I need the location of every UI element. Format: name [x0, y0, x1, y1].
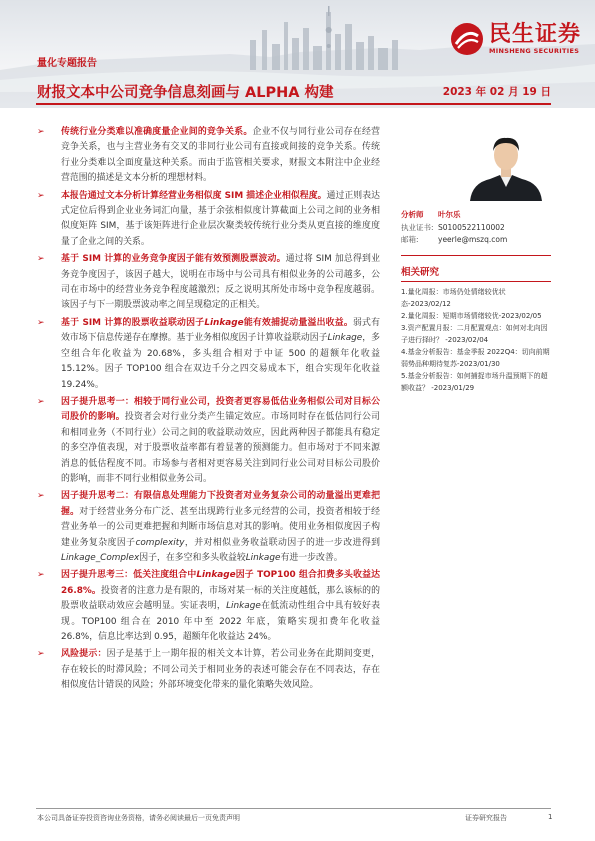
point-body: 弱式有效市场下信息传递存在摩擦。基于业务相似度因子计算收益联动因子: [61, 317, 381, 344]
point-body-italic: complexity: [135, 537, 185, 548]
point-body: 有进一步改善。: [280, 552, 343, 563]
summary-point: [37, 316, 380, 393]
page-number: 1: [548, 813, 553, 821]
point-body: 因子，在多空和多头收益较: [139, 552, 246, 563]
point-body: 对于经营业务分布广泛、甚至出现跨行业多元经营的公司，投资者相较于经营业务单一的公司更难把握和判断市场信息对其的影响。使用业务相似度因子构建业务复杂度因子: [61, 506, 381, 548]
analyst-info: [401, 209, 551, 247]
related-research-heading: 相关研究: [401, 266, 440, 278]
report-date: 2023 年 02 月 19 日: [442, 86, 551, 98]
footer-divider: [36, 808, 551, 809]
summary-point: [37, 395, 380, 487]
analyst-label: 分析师: [401, 210, 424, 219]
sidebar-divider: [401, 255, 551, 256]
summary-point: [37, 252, 380, 314]
related-item[interactable]: 4.基金分析报告：基金季报 2022Q4：切向前期弱势品种期待复苏-2023/01/30: [401, 347, 550, 368]
related-item[interactable]: 2.量化周报：短期市场情绪较优-2023/02/05: [401, 311, 542, 320]
related-research-list: [401, 286, 551, 394]
summary-point: [37, 189, 380, 251]
related-item[interactable]: 1.量化周报：市场仍处情绪较优状态-2023/02/12: [401, 287, 506, 308]
cert-value: S0100522110002: [438, 222, 505, 232]
sidebar: [401, 133, 551, 394]
email-value[interactable]: yeerle@mszq.com: [438, 235, 508, 244]
cert-label: 执业证书:: [401, 222, 434, 232]
point-body: ，并对相似业务收益联动因子的进一步改进得到: [184, 537, 381, 548]
bullet-arrow-icon: ➢: [37, 254, 45, 265]
point-lead-italic: Linkage: [196, 570, 236, 581]
minsheng-logo-icon: [450, 22, 484, 56]
report-title: 财报文本中公司竞争信息刻画与 ALPHA 构建: [37, 85, 334, 101]
point-body: ，多空组合年化收益为 20.68%，多头组合相对于中证 500 的超额年化收益 15.12%。因子 TOP100 组合在双边千分之四交易成本下，组合实现年化收益 19.24%。: [61, 333, 381, 390]
summary-point: [37, 125, 380, 187]
summary-column: [37, 125, 380, 696]
point-lead: 基于 SIM 计算的业务竞争度因子能有效预测股票波动。: [61, 254, 286, 265]
summary-point: [37, 489, 380, 566]
point-body: 投资者会对行业分类产生锚定效应。市场同时存在低估同行公司和相同业务（不同行业）公司之间的收益联动效应，因此两种因子都能具有稳定的多空净值表现，对于股票收益率都有着显著的预测能力。但市场对于不同来源消息的低估程度不同。市场参与者相对更容易关注到同行业公司对目标公司股价的影响，而非不同行业相似业务公司。: [61, 412, 381, 484]
header-divider: [36, 103, 551, 105]
email-label: 邮箱:: [401, 235, 419, 244]
point-body-italic: Linkage: [245, 552, 281, 563]
point-body: 投资者的注意力是有限的，市场对某一标的关注度越低，那么该标的的股票收益联动效应会越明显。实证表明，: [61, 585, 380, 612]
analyst-name: 叶尔乐: [438, 210, 461, 219]
bullet-arrow-icon: ➢: [37, 190, 45, 201]
point-lead: 风险提示：: [61, 649, 107, 660]
summary-point: [37, 568, 380, 645]
bullet-arrow-icon: ➢: [37, 396, 45, 407]
point-body-italic: Linkage: [327, 333, 363, 344]
logo-chinese-name: 民生证券: [488, 22, 581, 47]
point-body: 因子是基于上一期年报的相关文本计算，若公司业务在此期间变更，存在较长的时滞风险；不同公司关于相同业务的表述可能会存在不同表达，存在相似度估计错误的风险；外部环境变化带来的量化策略失效风险。: [61, 649, 380, 691]
point-body: 在低流动性组合中具有较好表现。TOP100 组合在 2010 年中至 2022 年底，策略实现扣费年化收益 26.8%，信息比率达到 0.95，超额年化收益达 24%。: [61, 601, 381, 642]
point-lead: 因子提升思考三：低关注度组合中: [61, 570, 197, 581]
point-lead-italic: Linkage: [204, 317, 244, 328]
point-lead: 能有效捕捉动量溢出收益。: [243, 317, 353, 328]
bullet-arrow-icon: ➢: [37, 649, 45, 660]
point-lead: 本报告通过文本分析计算经营业务相似度 SIM 描述企业相似程度。: [61, 190, 327, 201]
summary-point: [37, 647, 380, 693]
logo-english-name: MINSHENG SECURITIES: [488, 47, 580, 55]
point-body: 通过将 SIM 加总得到业务竞争度因子，该因子越大，说明在市场中与公司具有相似业务的公司越多，公司在市场中的经营业务竞争程度越激烈；反之说明其所处市场中竞争程度越弱。该因子与下一期股票波动率之间呈现稳定的正相关。: [61, 254, 380, 311]
point-lead: 基于 SIM 计算的股票收益联动因子: [61, 317, 205, 328]
related-divider: [401, 281, 551, 282]
related-item[interactable]: 3.资产配置月报：二月配置观点：如何对北向因子进行择时？ -2023/02/04: [401, 323, 548, 344]
point-body: 通过正则表达式定位后得到企业业务词汇向量，基于余弦相似度计算截面上公司之间的业务相似度矩阵 SIM，基于该矩阵进行企业层次聚类较传统行业分类从更直接的维度度量了企业之间的关系。: [61, 190, 381, 247]
point-lead: 因子 TOP100 组合扣费多头收益达 26.8%。: [61, 570, 381, 596]
bullet-arrow-icon: ➢: [37, 491, 45, 502]
report-type: 量化专题报告: [37, 58, 97, 69]
bullet-arrow-icon: ➢: [37, 127, 45, 137]
point-body-italic: Linkage: [226, 601, 261, 612]
analyst-portrait-image: [456, 133, 556, 201]
analyst-photo: [456, 133, 556, 201]
point-body: 企业不仅与同行业公司存在经营竞争关系，也与主营业务有交叉的非同行业公司有直接或间接的竞争关系。传统行业分类难以全面度量这种关系。而由于监管相关要求，财报文本附注中企业经营范围的描述是文本分析的理想材料。: [61, 127, 380, 184]
footer-doc-type: 证券研究报告: [465, 814, 507, 822]
point-body-italic: Linkage_Complex: [61, 552, 140, 563]
brand-logo: [450, 22, 581, 56]
bullet-arrow-icon: ➢: [37, 317, 45, 328]
point-lead: 因子提升思考二：有限信息处理能力下投资者对业务复杂公司的动量溢出更难把握。: [61, 491, 380, 517]
point-lead: 传统行业分类难以准确度量企业间的竞争关系。: [61, 127, 253, 137]
footer-disclaimer: 本公司具备证券投资咨询业务资格，请务必阅读最后一页免责声明: [37, 814, 240, 822]
point-lead: 因子提升思考一：相较于同行业公司，投资者更容易低估业务相似公司对目标公司股价的影响。: [61, 396, 380, 423]
bullet-arrow-icon: ➢: [37, 570, 45, 581]
related-item[interactable]: 5.基金分析报告：如何捕捉市场升温预期下的超额收益？ -2023/01/29: [401, 371, 548, 392]
